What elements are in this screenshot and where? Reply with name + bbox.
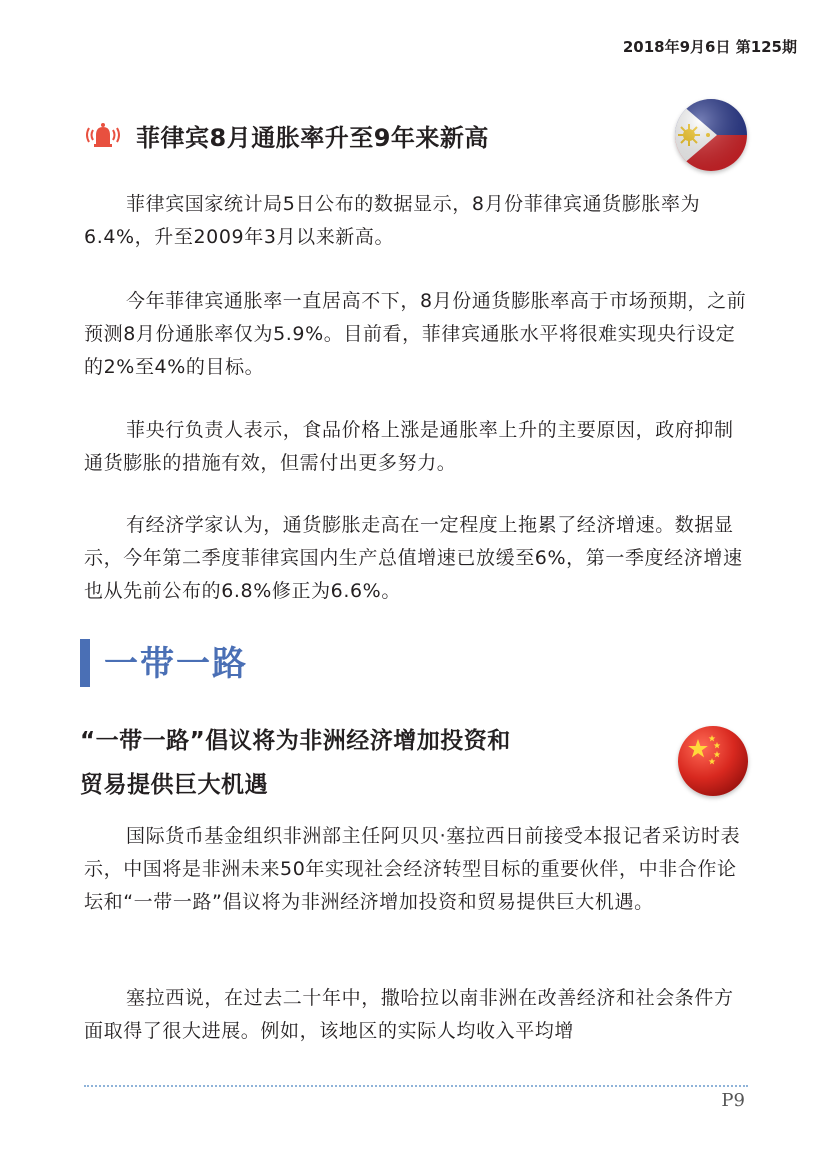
- article2-title-line1: “一带一路”倡议将为非洲经济增加投资和: [80, 728, 511, 754]
- article2-paragraph: 国际货币基金组织非洲部主任阿贝贝·塞拉西日前接受本报记者采访时表示，中国将是非洲未来50年实现社会经济转型目标的重要伙伴，中非合作论坛和“一带一路”倡议将为非洲经济增加投资和贸易提供巨大机遇。: [84, 825, 741, 913]
- article1-paragraph: 菲央行负责人表示，食品价格上涨是通胀率上升的主要原因，政府抑制通货膨胀的措施有效，但需付出更多努力。: [84, 419, 734, 474]
- section-title: 一带一路: [104, 644, 248, 684]
- article1-paragraph: 有经济学家认为，通货膨胀走高在一定程度上拖累了经济增速。数据显示，今年第二季度菲律宾国内生产总值增速已放缓至6%，第一季度经济增速也从先前公布的6.8%修正为6.6%。: [84, 514, 743, 602]
- issue-date: 2018年9月6日 第125期: [622, 38, 797, 56]
- article2-title-line2: 贸易提供巨大机遇: [80, 772, 268, 798]
- article1-headline: [84, 118, 489, 152]
- article1-paragraph: 今年菲律宾通胀率一直居高不下，8月份通货膨胀率高于市场预期，之前预测8月份通胀率仅为5.9%。目前看，菲律宾通胀水平将很难实现央行设定的2%至4%的目标。: [84, 290, 747, 378]
- article2-paragraph: 塞拉西说，在过去二十年中，撒哈拉以南非洲在改善经济和社会条件方面取得了很大进展。例如，该地区的实际人均收入平均增: [84, 987, 734, 1042]
- page-number: P9: [721, 1090, 745, 1111]
- alarm-bell-icon: [84, 120, 122, 150]
- philippines-flag-icon: [675, 99, 747, 171]
- footer-divider: [84, 1085, 748, 1087]
- article1-paragraph: 菲律宾国家统计局5日公布的数据显示，8月份菲律宾通货膨胀率为6.4%，升至2009年3月以来新高。: [84, 193, 701, 248]
- china-flag-icon: [678, 726, 748, 796]
- article1-title: 菲律宾8月通胀率升至9年来新高: [136, 123, 489, 152]
- section-accent-bar: [80, 639, 90, 687]
